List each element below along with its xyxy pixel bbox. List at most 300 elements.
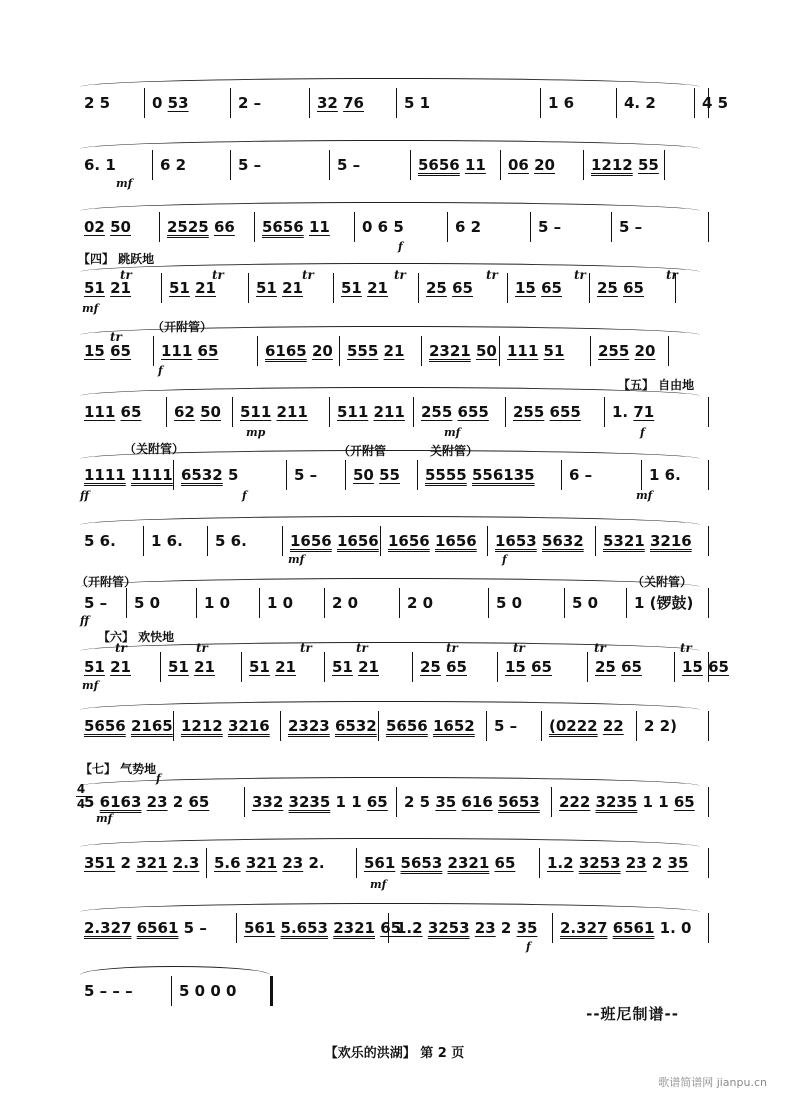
measure (396, 913, 546, 943)
note-group: 1. (612, 403, 629, 421)
slur (80, 202, 700, 211)
dynamic-ff: ff (80, 489, 90, 502)
note-group: 511 (337, 403, 369, 421)
note-group: 65 (197, 342, 219, 360)
note-group: 351 (84, 854, 116, 872)
dynamic-mf: mf (96, 812, 113, 825)
measure (425, 460, 555, 490)
measure (682, 652, 729, 682)
note-group: 11 (308, 218, 330, 236)
barline (708, 588, 709, 618)
measure (84, 913, 230, 943)
note-group: – (99, 982, 108, 1000)
barline (708, 787, 709, 817)
note-group: 02 (84, 218, 105, 236)
barline (144, 88, 145, 118)
note-group: 71 (633, 403, 655, 421)
trill-mark: tr (680, 641, 692, 655)
note-group: 616 (461, 793, 493, 811)
barline (641, 460, 642, 490)
measure (619, 212, 702, 242)
measure (420, 652, 491, 682)
note-group: 5656 (418, 156, 460, 174)
slur (80, 777, 700, 786)
measure (240, 397, 323, 427)
note-group: 21 (110, 658, 131, 676)
barline (396, 787, 397, 817)
slur (80, 701, 700, 710)
note-group: 1 (649, 466, 660, 484)
measure (572, 588, 620, 618)
note-group: 2 (500, 919, 512, 937)
note-group: 65 (541, 279, 562, 297)
note-group: 35 (435, 793, 457, 811)
note-group: 3216 (649, 532, 692, 550)
note-group: 2 (404, 793, 415, 811)
note-group: 11 (464, 156, 486, 174)
measure (332, 652, 406, 682)
barline (241, 652, 242, 682)
measure (152, 88, 224, 118)
barline (345, 460, 346, 490)
barline (552, 913, 553, 943)
note-group: 23 (474, 919, 496, 937)
trill-mark: tr (486, 268, 498, 282)
slur (80, 903, 700, 912)
measure (294, 460, 339, 490)
score-row (76, 460, 716, 490)
barline (324, 652, 325, 682)
note-group: 51 (256, 279, 277, 297)
note-group: 65 (452, 279, 473, 297)
barline (664, 150, 665, 180)
note-group: 3253 (427, 919, 470, 937)
note-group: 4 (702, 94, 713, 112)
note-group: 2.3 (172, 854, 200, 872)
note-group: 55 (637, 156, 659, 174)
measure (337, 150, 404, 180)
note-group: 222 (559, 793, 591, 811)
time-signature-top: 4 (76, 782, 86, 796)
measure (496, 588, 558, 618)
section-four-label: 【四】 跳跃地 (78, 252, 155, 266)
barline (604, 397, 605, 427)
measure (538, 212, 605, 242)
note-group: 111 (161, 342, 193, 360)
dynamic-f: f (526, 940, 531, 953)
slur (80, 387, 700, 396)
measure (84, 150, 146, 180)
measure (494, 711, 535, 741)
note-group: 65 (708, 658, 729, 676)
note-group: 5 (179, 982, 190, 1000)
barline (668, 336, 669, 366)
barline (207, 526, 208, 556)
measure (84, 588, 120, 618)
barline (309, 88, 310, 118)
note-group: – (253, 156, 262, 174)
note-group: – (199, 919, 207, 937)
barline (329, 150, 330, 180)
note-group: 6 (563, 94, 575, 112)
note-group: 51 (84, 279, 105, 297)
barline (551, 787, 552, 817)
note-group: 2.327 (560, 919, 608, 937)
note-group: 5555 (425, 466, 467, 484)
note-group: 06 (508, 156, 529, 174)
barline (564, 588, 565, 618)
dynamic-f: f (398, 240, 403, 253)
note-group: 6 (377, 218, 389, 236)
note-group: 21 (383, 342, 405, 360)
note-group: 0 (194, 982, 206, 1000)
note-group: 1656 (336, 532, 379, 550)
note-group: 20 (534, 156, 555, 174)
dynamic-ff: ff (80, 614, 90, 627)
measure (388, 526, 481, 556)
note-group: 5 (84, 532, 95, 550)
measure (429, 336, 497, 366)
measure (362, 212, 441, 242)
measure (215, 526, 276, 556)
barline (530, 212, 531, 242)
measure (181, 460, 280, 490)
note-group: 65 (380, 919, 402, 937)
barline (396, 88, 397, 118)
measure (167, 212, 248, 242)
note-group: 5656 (84, 717, 126, 735)
barline (196, 588, 197, 618)
note-group: 6532 (181, 466, 223, 484)
note-group: 1 (351, 793, 362, 811)
barline (616, 88, 617, 118)
note-group: 5 (238, 156, 249, 174)
note-group: 15 (505, 658, 526, 676)
note-group: 5 (215, 532, 226, 550)
measure (404, 88, 534, 118)
note-group: 21 (358, 658, 379, 676)
note-group: 556135 (471, 466, 535, 484)
note-group: 51 (168, 658, 189, 676)
dynamic-f: f (158, 364, 163, 377)
measure (288, 711, 377, 741)
barline (206, 848, 207, 878)
measure (353, 460, 411, 490)
note-group: 6165 (265, 342, 307, 360)
note-group: 2 (645, 94, 656, 112)
score-row (76, 588, 716, 618)
note-group: 6561 (136, 919, 179, 937)
barline (708, 212, 709, 242)
note-group: 111 (84, 403, 116, 421)
section-six-label: 【六】 欢快地 (98, 630, 175, 644)
note-group: 5 (538, 218, 549, 236)
measure (161, 336, 251, 366)
barline (539, 848, 540, 878)
measure (386, 711, 480, 741)
note-group: 0 (210, 982, 221, 1000)
note-group: – (509, 717, 518, 735)
score-row (76, 88, 729, 118)
measure (548, 88, 610, 118)
note-group: 6 (455, 218, 466, 236)
note-group: 25 (597, 279, 618, 297)
note-group: 6163 (99, 793, 142, 811)
note-group: 65 (621, 658, 642, 676)
measure (84, 848, 200, 878)
barline (708, 711, 709, 741)
note-group: 6 (160, 156, 171, 174)
barline (447, 212, 448, 242)
trill-mark: tr (394, 268, 406, 282)
measure (267, 588, 318, 618)
trill-mark: tr (513, 641, 525, 655)
note-group: 15 (84, 342, 105, 360)
measure (160, 150, 224, 180)
section-seven-label: 【七】 气势地 (80, 762, 157, 776)
barline (583, 150, 584, 180)
trill-mark: tr (302, 268, 314, 282)
note-group: 66 (213, 218, 235, 236)
note-group: 5 (84, 982, 95, 1000)
note-group: 2321 (429, 342, 471, 360)
note-group: 5 (99, 94, 111, 112)
note-group: 5 (419, 793, 431, 811)
note-group: 2321 (333, 919, 375, 937)
measure (507, 336, 584, 366)
measure (317, 88, 390, 118)
note-group: – (352, 156, 361, 174)
measure (591, 150, 658, 180)
barline (166, 397, 167, 427)
barline (561, 460, 562, 490)
score-row (76, 652, 729, 682)
measure (238, 150, 323, 180)
note-group: 255 (421, 403, 453, 421)
barline (339, 336, 340, 366)
barline (636, 711, 637, 741)
slur (80, 516, 700, 525)
barline (152, 150, 153, 180)
note-group: 2321 (447, 854, 490, 872)
trill-mark: tr (115, 641, 127, 655)
note-group: 6532 (334, 717, 377, 735)
slur (80, 140, 700, 149)
note-group: – (553, 218, 562, 236)
barline (282, 526, 283, 556)
barline (413, 397, 414, 427)
note-group: 5 (494, 717, 505, 735)
measure (84, 397, 160, 427)
trill-mark: tr (212, 268, 224, 282)
note-group: 51 (249, 658, 270, 676)
barline (230, 150, 231, 180)
note-group: 0 (422, 594, 434, 612)
note-group: 65 (110, 342, 131, 360)
barline (286, 460, 287, 490)
note-group: 2 (175, 156, 187, 174)
time-signature (76, 783, 86, 810)
note-group: 25 (420, 658, 441, 676)
note-group: 0 (226, 982, 237, 1000)
note-group: 76 (343, 94, 364, 112)
barline (173, 711, 174, 741)
note-group: 5 (393, 218, 404, 236)
measure (515, 273, 583, 303)
barline (694, 88, 695, 118)
note-group: 1652 (432, 717, 475, 735)
barline (160, 652, 161, 682)
barline (540, 88, 541, 118)
note-group: 32 (317, 94, 338, 112)
measure (84, 652, 154, 682)
note-group: 15 (682, 658, 703, 676)
barline (329, 397, 330, 427)
note-group: 2323 (288, 717, 330, 735)
trill-mark: tr (594, 641, 606, 655)
note-group: 62 (174, 403, 195, 421)
barline (421, 336, 422, 366)
barline (497, 652, 498, 682)
measure (569, 460, 635, 490)
score-row (76, 711, 716, 741)
score-row (76, 976, 716, 1006)
note-group: (锣鼓) (649, 594, 694, 612)
barline (708, 88, 709, 118)
measure (624, 88, 688, 118)
measure (265, 336, 333, 366)
dynamic-mp: mp (246, 426, 266, 439)
close-pipe-annotation-3: （关附管） (632, 575, 693, 589)
barline (171, 976, 172, 1006)
note-group: 25 (595, 658, 616, 676)
dynamic-mf: mf (370, 878, 387, 891)
note-group: 5 (227, 466, 239, 484)
score-row (76, 526, 716, 556)
note-group: 6561 (612, 919, 655, 937)
measure (181, 711, 274, 741)
transcriber-credit: --班尼制谱-- (586, 1005, 679, 1023)
note-group: 0 (282, 594, 294, 612)
dynamic-mf: mf (636, 489, 653, 502)
measure (505, 652, 581, 682)
note-group: 5 (84, 594, 95, 612)
open-pipe-annotation: （开附管） (152, 320, 213, 334)
note-group: 511 (240, 403, 272, 421)
barline (356, 848, 357, 878)
note-group: 5 (337, 156, 348, 174)
note-group: 65 (531, 658, 552, 676)
note-group: 23 (146, 793, 168, 811)
note-group: 1 (548, 94, 559, 112)
note-group: 5 (294, 466, 305, 484)
barline (708, 397, 709, 427)
barline (378, 711, 379, 741)
barline (248, 273, 249, 303)
note-group: 5632 (541, 532, 584, 550)
barline (244, 787, 245, 817)
note-group: 5653 (400, 854, 443, 872)
barline (418, 273, 419, 303)
measure (151, 526, 201, 556)
barline (487, 526, 488, 556)
note-group: 6. (230, 532, 247, 550)
note-group: 1 (634, 594, 645, 612)
note-group: 5 (183, 919, 195, 937)
note-group: 51 (332, 658, 353, 676)
note-group: 5 (572, 594, 583, 612)
note-group: 5656 (386, 717, 428, 735)
note-group: 21 (194, 658, 215, 676)
measure (598, 336, 662, 366)
note-group: 321 (245, 854, 278, 872)
barline (399, 588, 400, 618)
measure (455, 212, 524, 242)
barline (708, 848, 709, 878)
note-group: 1656 (290, 532, 332, 550)
note-group: 20 (634, 342, 656, 360)
barline (595, 526, 596, 556)
note-group: 1 (419, 94, 431, 112)
note-group: 111 (507, 342, 539, 360)
measure (595, 652, 668, 682)
note-group: 555 (347, 342, 379, 360)
note-group: 3235 (595, 793, 638, 811)
measure (256, 273, 327, 303)
note-group: – (99, 594, 108, 612)
note-group: 23 (282, 854, 304, 872)
dynamic-f: f (640, 426, 645, 439)
barline (153, 336, 154, 366)
note-group: 6. (664, 466, 681, 484)
note-group: 1. (659, 919, 676, 937)
barline (541, 711, 542, 741)
note-group: – (309, 466, 318, 484)
note-group: 25 (426, 279, 447, 297)
note-group: 1653 (495, 532, 537, 550)
note-group: 561 (364, 854, 396, 872)
note-group: 1 (658, 793, 669, 811)
score-row (76, 913, 716, 943)
dynamic-mf: mf (288, 553, 305, 566)
note-group: 50 (200, 403, 221, 421)
note-group: 21 (282, 279, 303, 297)
trill-mark: tr (110, 330, 122, 344)
measure (204, 588, 253, 618)
note-group: 35 (667, 854, 689, 872)
note-group: 1.2 (396, 919, 423, 937)
measure (508, 150, 577, 180)
dynamic-mf: mf (82, 302, 99, 315)
score-row (76, 397, 716, 427)
barline (333, 273, 334, 303)
note-group: 5.6 (214, 854, 241, 872)
measure (84, 976, 165, 1006)
note-group: 3253 (578, 854, 621, 872)
note-group: 0 (511, 594, 523, 612)
note-group: 6. (84, 156, 101, 174)
barline (380, 526, 381, 556)
score-row (76, 336, 716, 366)
dynamic-f: f (502, 553, 507, 566)
open-pipe-annotation-2: （开附管 (338, 444, 387, 458)
final-barline (270, 976, 273, 1006)
note-group: 0 (681, 919, 692, 937)
note-group: 65 (120, 403, 142, 421)
note-group: (0222 (549, 717, 598, 735)
time-signature-bottom: 4 (76, 797, 86, 811)
note-group: 2) (659, 717, 677, 735)
